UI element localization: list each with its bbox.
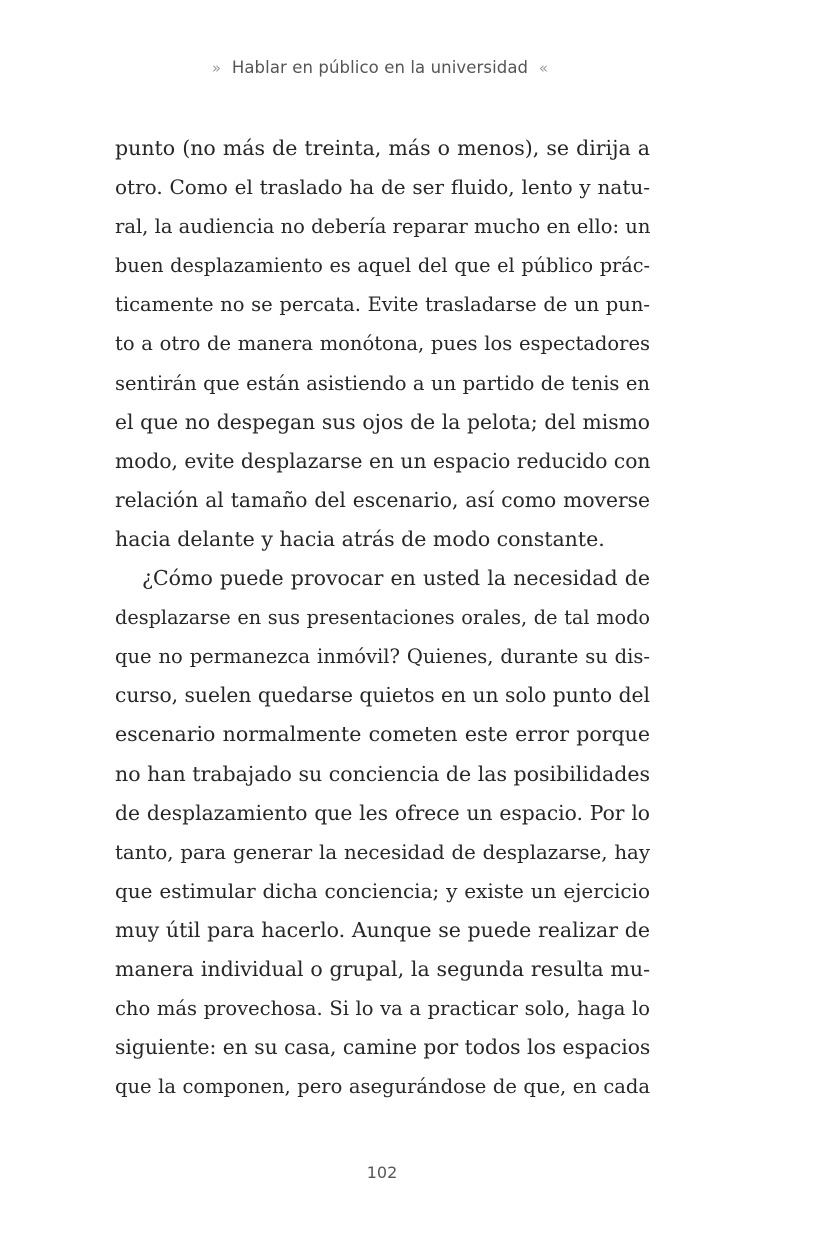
text-line: que la componen, pero asegurándose de que, en cada — [115, 1075, 650, 1099]
text-line: escenario normalmente cometen este error porque — [115, 722, 650, 747]
text-line: punto (no más de treinta, más o menos), se dirija a — [115, 136, 650, 160]
header-title: Hablar en público en la universidad — [231, 58, 529, 77]
text-line: de desplazamiento que les ofrece un espacio. Por lo — [115, 800, 650, 825]
text-line: desplazarse en sus presentaciones orales, de tal modo — [115, 606, 650, 630]
text-line: ¿Cómo puede provocar en usted la necesidad de — [142, 566, 650, 591]
text-line: otro. Como el traslado ha de ser fluido, lento y natu- — [115, 175, 650, 200]
paragraph-1 — [115, 129, 650, 559]
text-line: manera individual o grupal, la segunda resulta mu- — [115, 956, 650, 981]
body-text — [115, 129, 650, 1106]
text-line: ral, la audiencia no debería reparar mucho en ello: un — [115, 215, 650, 239]
text-line: que estimular dicha conciencia; y existe un ejercicio — [115, 878, 650, 903]
text-line: buen desplazamiento es aquel del que el público prác- — [115, 254, 650, 278]
header-open-mark: » — [211, 59, 222, 77]
text-line: no han trabajado su conciencia de las posibilidades — [115, 761, 650, 786]
text-line: ticamente no se percata. Evite trasladarse de un pun- — [115, 293, 650, 317]
page-number: 102 — [366, 1163, 398, 1182]
text-line: siguiente: en su casa, camine por todos los espacios — [115, 1035, 650, 1060]
text-line: relación al tamaño del escenario, así como moverse — [115, 487, 650, 512]
text-line: que no permanezca inmóvil? Quienes, durante su dis- — [115, 645, 650, 669]
text-line: cho más provechosa. Si lo va a practicar solo, haga lo — [115, 997, 650, 1021]
paragraph-2 — [115, 559, 650, 1106]
text-line: el que no despegan sus ojos de la pelota; del mismo — [115, 409, 650, 434]
running-header — [0, 58, 760, 77]
text-line: to a otro de manera monótona, pues los espectadores — [115, 332, 650, 356]
text-line: modo, evite desplazarse en un espacio reducido con — [115, 448, 650, 473]
text-line: curso, suelen quedarse quietos en un solo punto del — [115, 683, 650, 708]
text-line: tanto, para generar la necesidad de desplazarse, hay — [115, 840, 650, 864]
text-line: muy útil para hacerlo. Aunque se puede realizar de — [115, 917, 650, 942]
text-line: hacia delante y hacia atrás de modo constante. — [115, 526, 605, 551]
text-line: sentirán que están asistiendo a un partido de tenis en — [115, 371, 650, 395]
header-close-mark: « — [538, 59, 549, 77]
